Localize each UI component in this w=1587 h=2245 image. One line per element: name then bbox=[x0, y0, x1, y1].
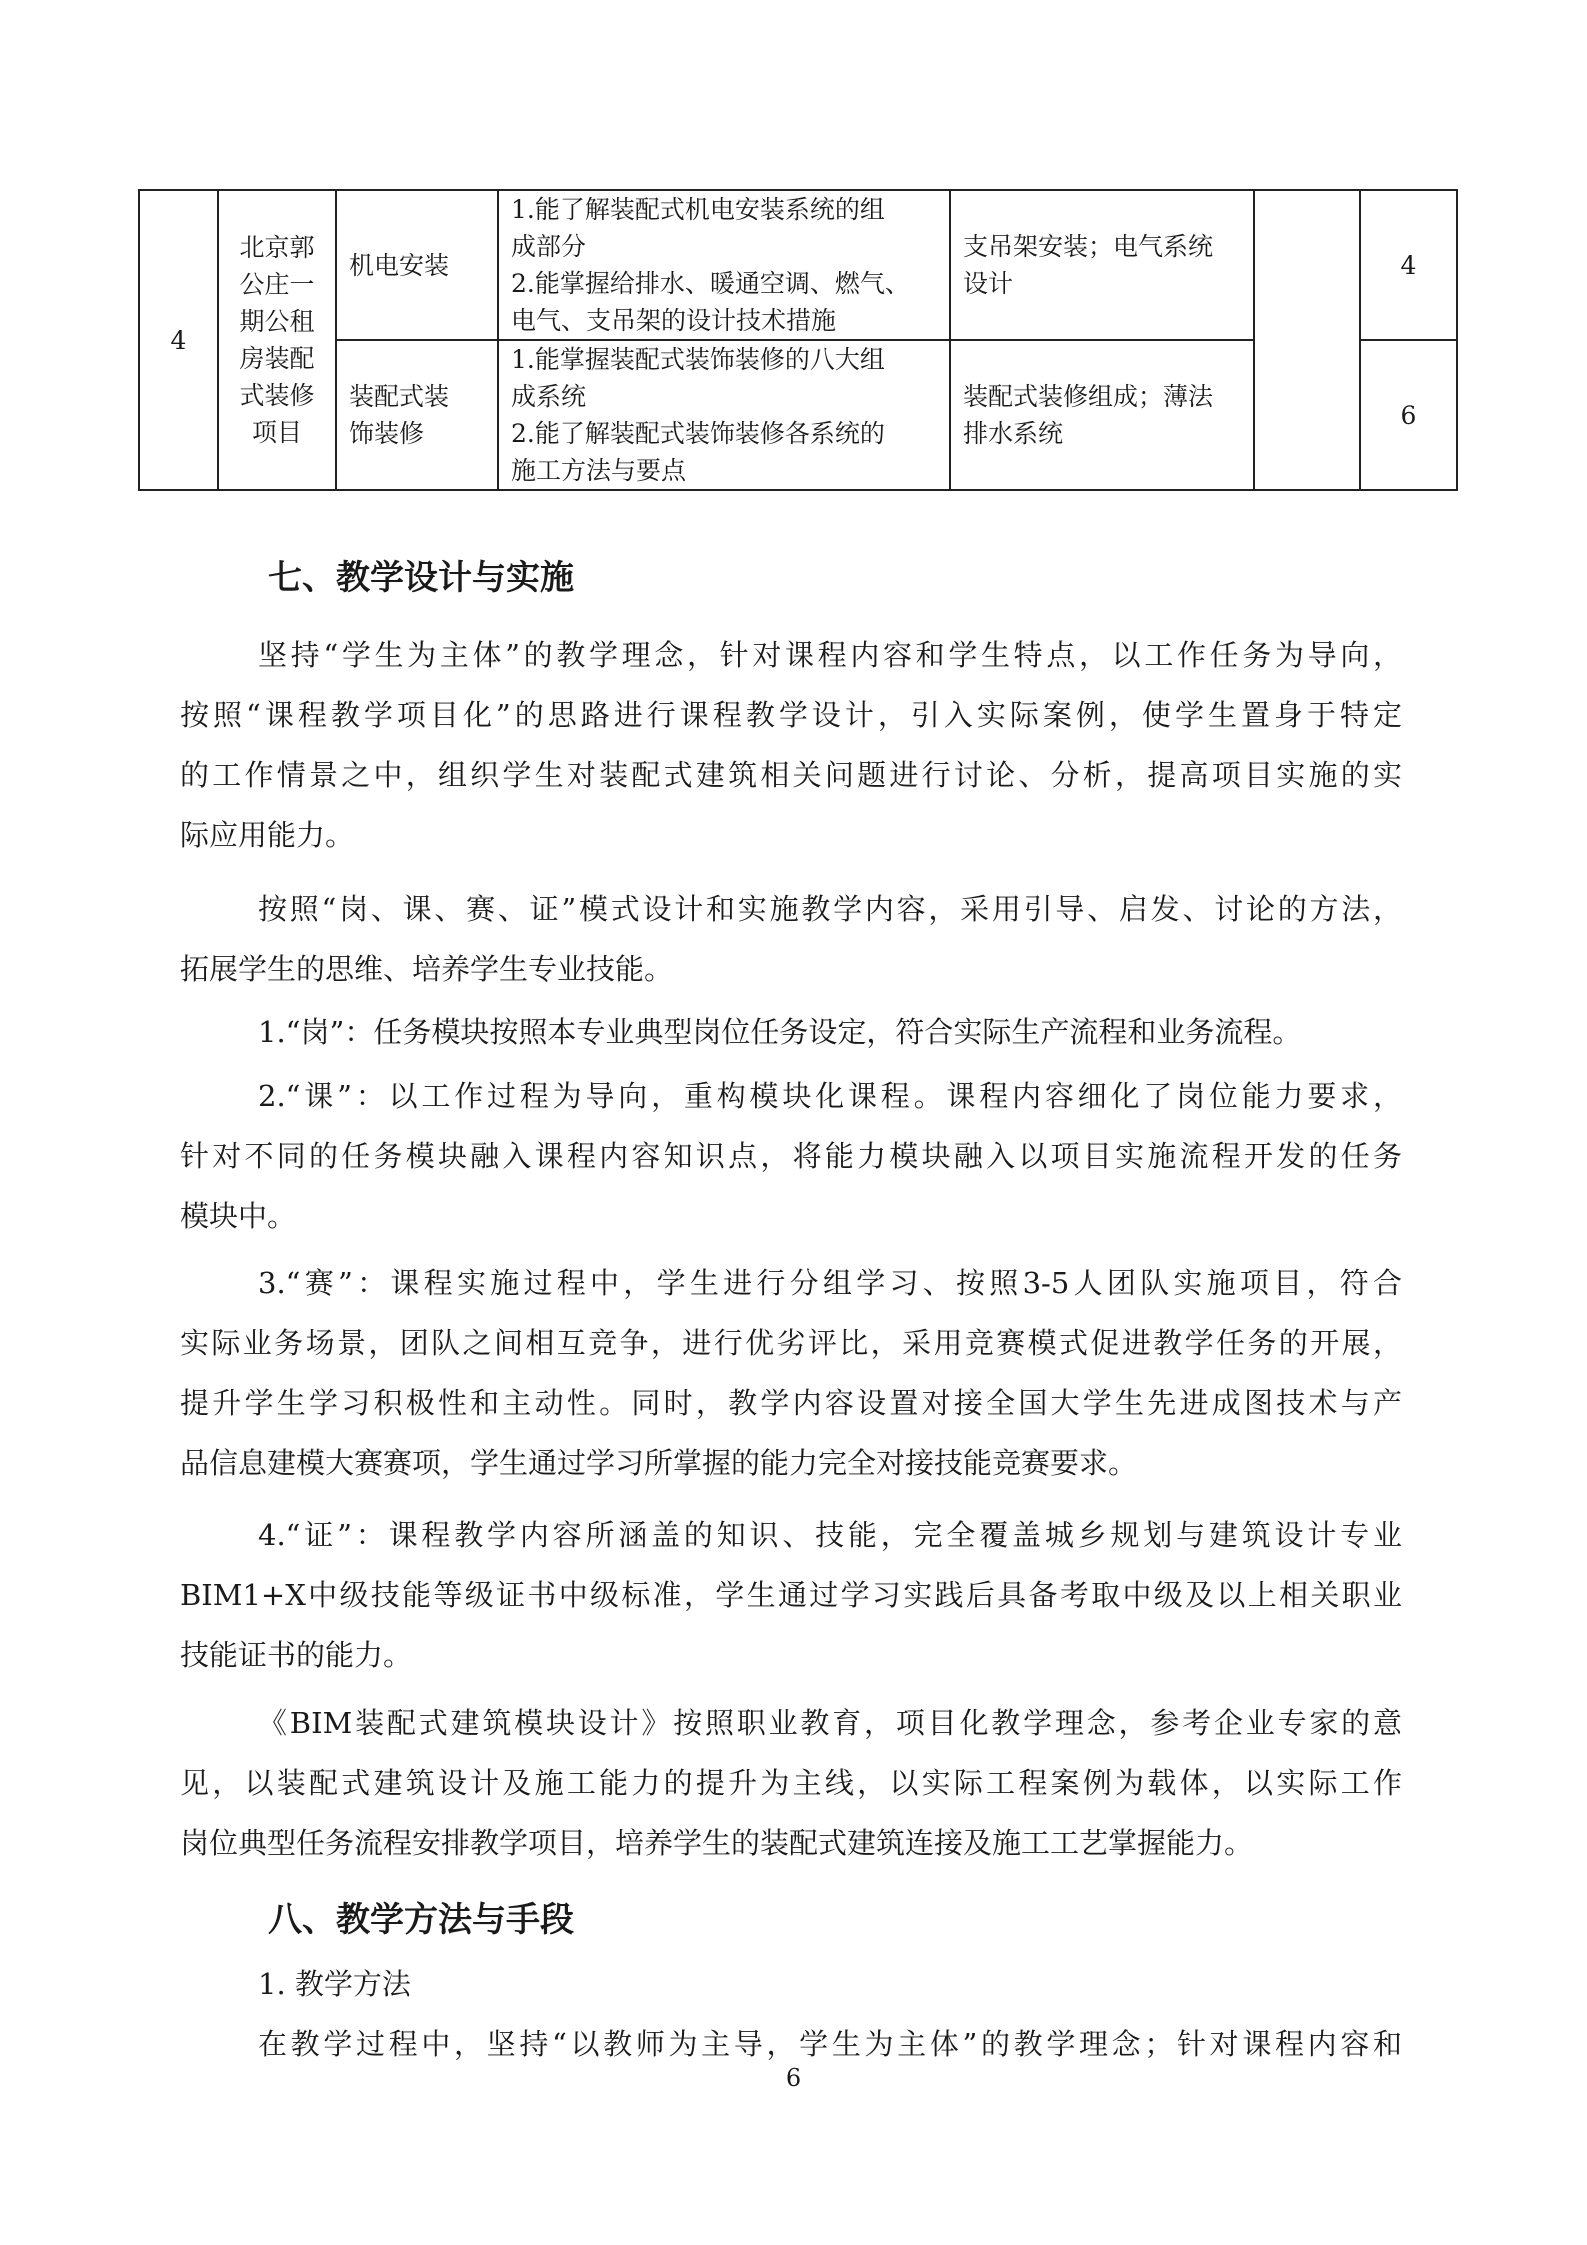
text-line: 2.“课”：以工作过程为导向，重构模块化课程。课程内容细化了岗位能力要求， bbox=[258, 1079, 1402, 1113]
key-line: 装配式装修组成；薄法 bbox=[963, 382, 1214, 411]
text-line: 3.“赛”：课程实施过程中，学生进行分组学习、按照3-5人团队实施项目，符合 bbox=[258, 1266, 1402, 1300]
key-points-cell bbox=[950, 340, 1254, 490]
project-line: 期公租 bbox=[239, 307, 315, 336]
paragraph bbox=[180, 1505, 1402, 1685]
text-line: 按照“课程教学项目化”的思路进行课程教学设计，引入实际案例，使学生置身于特定 bbox=[180, 698, 1402, 732]
text-line: 见，以装配式建筑设计及施工能力的提升为主线，以实际工程案例为载体，以实际工作 bbox=[180, 1766, 1402, 1800]
content-line: 1.能掌握装配式装饰装修的八大组 bbox=[511, 345, 885, 374]
content-line: 施工方法与要点 bbox=[511, 456, 687, 485]
text-line: 提升学生学习积极性和主动性。同时，教学内容设置对接全国大学生先进成图技术与产 bbox=[180, 1386, 1402, 1420]
text-line: 1.“岗”：任务模块按照本专业典型岗位任务设定，符合实际生产流程和业务流程。 bbox=[258, 1015, 1302, 1049]
content-line: 成系统 bbox=[511, 382, 587, 411]
module-content-cell bbox=[498, 340, 950, 490]
project-line: 北京郭 bbox=[239, 233, 315, 262]
content-line: 2.能掌握给排水、暖通空调、燃气、 bbox=[511, 269, 910, 298]
text-line: BIM1+X中级技能等级证书中级标准，学生通过学习实践后具备考取中级及以上相关职业 bbox=[180, 1578, 1402, 1612]
content-line: 2.能了解装配式装饰装修各系统的 bbox=[511, 419, 885, 448]
paragraph bbox=[180, 1253, 1402, 1493]
module-line: 机电安装 bbox=[349, 250, 450, 280]
text-line: 模块中。 bbox=[180, 1199, 297, 1233]
project-line: 项目 bbox=[251, 418, 302, 447]
text-line: 按照“岗、课、赛、证”模式设计和实施教学内容，采用引导、启发、讨论的方法， bbox=[258, 892, 1402, 926]
section-heading-7: 七、教学设计与实施 bbox=[268, 558, 574, 598]
key-line: 排水系统 bbox=[963, 419, 1064, 448]
row-number-cell: 4 bbox=[139, 190, 218, 490]
text-line: 拓展学生的思维、培养学生专业技能。 bbox=[180, 952, 674, 986]
module-name-cell bbox=[336, 340, 498, 490]
key-line: 设计 bbox=[963, 269, 1014, 298]
text-line: 技能证书的能力。 bbox=[180, 1638, 413, 1672]
subsection-heading bbox=[180, 1954, 1402, 2014]
course-content-table bbox=[138, 189, 1458, 491]
module-content-cell bbox=[498, 190, 950, 340]
content-line: 1.能了解装配式机电安装系统的组 bbox=[511, 195, 885, 224]
project-name-cell bbox=[218, 190, 336, 490]
empty-cell bbox=[1254, 190, 1360, 490]
paragraph bbox=[180, 1693, 1402, 1873]
text-line: 4.“证”：课程教学内容所涵盖的知识、技能，完全覆盖城乡规划与建筑设计专业 bbox=[258, 1518, 1402, 1552]
content-line: 成部分 bbox=[511, 232, 587, 261]
text-line: 坚持“学生为主体”的教学理念，针对课程内容和学生特点，以工作任务为导向， bbox=[258, 638, 1402, 672]
text-line: 在教学过程中，坚持“以教师为主导，学生为主体”的教学理念；针对课程内容和 bbox=[258, 2027, 1402, 2061]
project-line: 式装修 bbox=[239, 381, 315, 410]
page-number: 6 bbox=[785, 2064, 802, 2092]
hours-cell: 6 bbox=[1360, 340, 1457, 490]
text-line: 实际业务场景，团队之间相互竞争，进行优劣评比，采用竞赛模式促进教学任务的开展， bbox=[180, 1326, 1402, 1360]
text-line: 品信息建模大赛赛项，学生通过学习所掌握的能力完全对接技能竞赛要求。 bbox=[180, 1446, 1138, 1480]
module-line: 装配式装 bbox=[349, 382, 450, 411]
key-line: 支吊架安装；电气系统 bbox=[963, 232, 1214, 261]
section-heading-8: 八、教学方法与手段 bbox=[268, 1900, 574, 1940]
module-line: 饰装修 bbox=[349, 419, 425, 448]
text-line: 际应用能力。 bbox=[180, 818, 355, 852]
paragraph bbox=[180, 879, 1402, 999]
content-line: 电气、支吊架的设计技术措施 bbox=[511, 306, 837, 335]
module-name-cell bbox=[336, 190, 498, 340]
project-line: 房装配 bbox=[239, 344, 315, 373]
table-row bbox=[139, 190, 1457, 340]
text-line: 针对不同的任务模块融入课程内容知识点，将能力模块融入以项目实施流程开发的任务 bbox=[180, 1139, 1402, 1173]
text-line: 岗位典型任务流程安排教学项目，培养学生的装配式建筑连接及施工工艺掌握能力。 bbox=[180, 1826, 1254, 1860]
key-points-cell bbox=[950, 190, 1254, 340]
paragraph bbox=[180, 1002, 1402, 1062]
text-line: 的工作情景之中，组织学生对装配式建筑相关问题进行讨论、分析，提高项目实施的实 bbox=[180, 758, 1402, 792]
text-line: 1. 教学方法 bbox=[258, 1967, 411, 2001]
paragraph bbox=[180, 1066, 1402, 1246]
paragraph bbox=[180, 625, 1402, 865]
hours-cell: 4 bbox=[1360, 190, 1457, 340]
text-line: 《BIM装配式建筑模块设计》按照职业教育，项目化教学理念，参考企业专家的意 bbox=[258, 1706, 1402, 1740]
project-line: 公庄一 bbox=[239, 270, 315, 299]
